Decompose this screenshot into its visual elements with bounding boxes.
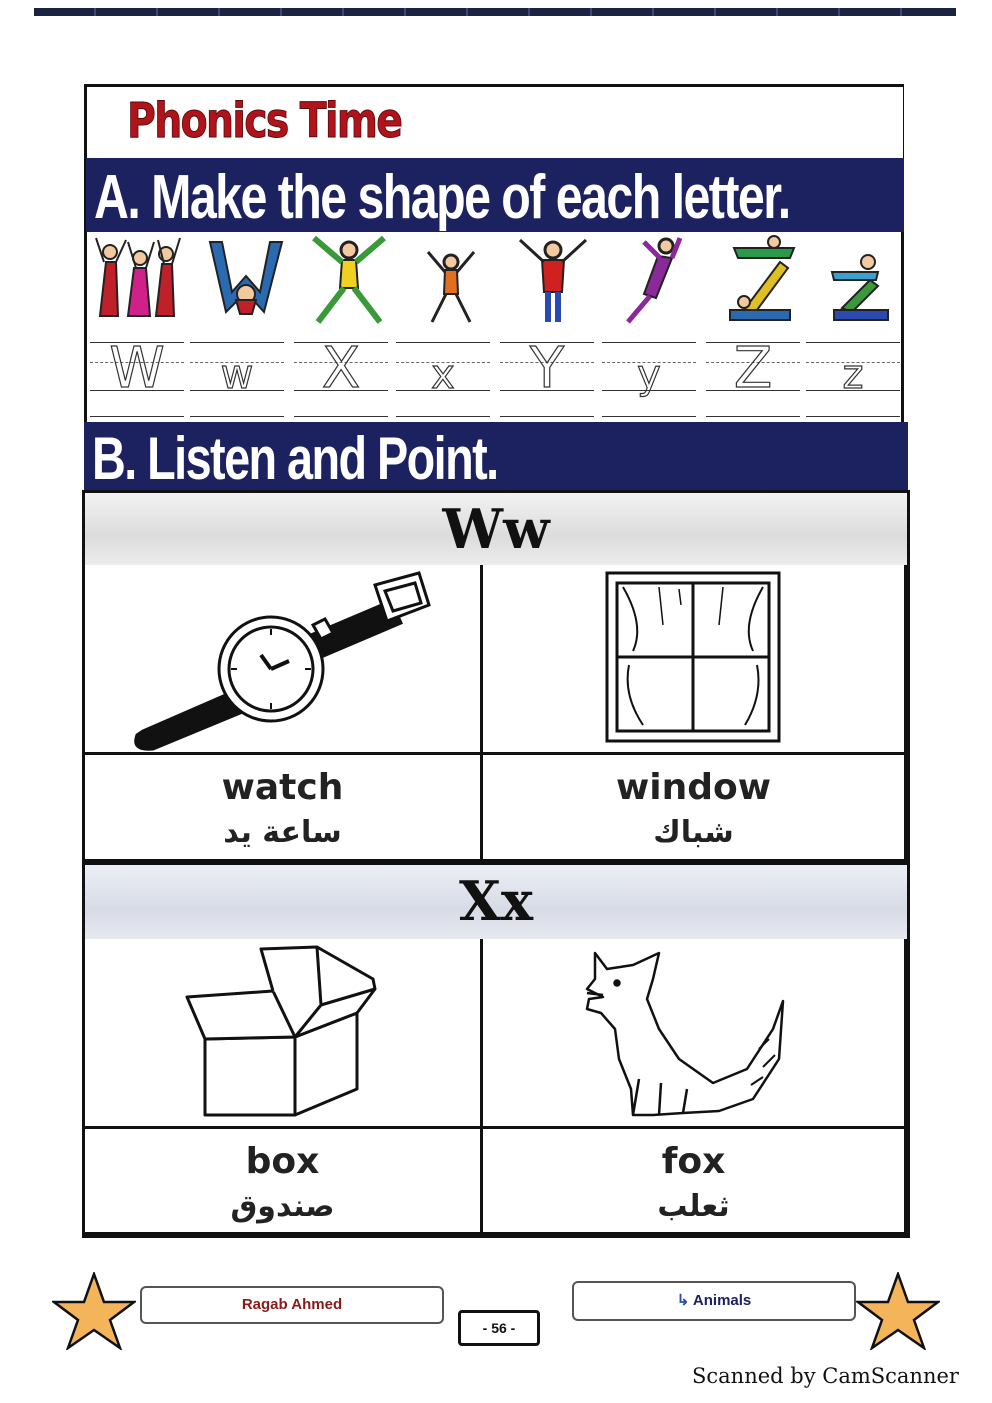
box-illustration <box>85 939 480 1126</box>
trace-cell-z <box>806 332 900 418</box>
top-border <box>34 8 956 16</box>
kid-Y-figure <box>508 232 598 328</box>
kid-x-figure <box>406 232 496 328</box>
star-icon-right <box>856 1272 940 1350</box>
section-a-heading: A. Make the shape of each letter. <box>94 163 790 232</box>
trace-cell-w <box>190 332 284 418</box>
kids-W-figure <box>92 232 182 328</box>
trace-letter: y <box>637 352 661 398</box>
watch-illustration <box>85 565 480 752</box>
unit-label: Animals <box>692 1292 752 1309</box>
letter-label: Ww <box>442 497 550 561</box>
trace-letter: Y <box>529 336 565 401</box>
author-box: Ragab Ahmed <box>140 1286 444 1324</box>
window-word-cell <box>483 755 907 862</box>
kids-z-figure <box>812 232 902 328</box>
arabic-watch: ساعة يد <box>223 815 342 850</box>
trace-cell-x <box>396 332 490 418</box>
word-window: window <box>616 767 771 808</box>
unit-icon: ↳ <box>676 1292 693 1309</box>
arabic-box: صندوق <box>230 1189 335 1224</box>
watch-picture-cell[interactable] <box>85 565 483 755</box>
letter-header-ww <box>85 493 907 568</box>
fox-illustration <box>483 939 904 1126</box>
kid-y-figure <box>610 232 700 328</box>
word-fox: fox <box>661 1141 726 1182</box>
trace-letter: W <box>109 336 165 401</box>
trace-cell-X <box>294 332 388 418</box>
watch-word-cell <box>85 755 483 862</box>
trace-cell-Y <box>500 332 594 418</box>
window-picture-cell[interactable] <box>483 565 907 755</box>
title-row <box>87 87 903 159</box>
kid-X-figure <box>304 232 394 328</box>
star-icon-left <box>52 1272 136 1350</box>
arabic-fox: ثعلب <box>657 1189 730 1224</box>
kid-w-figure <box>200 232 290 328</box>
trace-letter: x <box>431 352 455 398</box>
kids-Z-figure <box>714 232 804 328</box>
box-word-cell <box>85 1129 483 1235</box>
section-b-band <box>84 422 908 490</box>
trace-letter: Z <box>733 336 773 401</box>
fox-picture-cell[interactable] <box>483 939 907 1129</box>
arabic-window: شباك <box>653 815 734 850</box>
trace-letter: z <box>842 352 864 398</box>
page-number: - 56 - <box>458 1310 540 1346</box>
tracing-area <box>90 332 900 418</box>
trace-cell-Z <box>706 332 800 418</box>
scanner-watermark: Scanned by CamScanner <box>692 1364 959 1388</box>
word-watch: watch <box>221 767 344 808</box>
letter-header-xx <box>85 862 907 942</box>
trace-cell-y <box>602 332 696 418</box>
section-a-band <box>86 158 904 232</box>
unit-box <box>572 1281 856 1321</box>
section-b-heading: B. Listen and Point. <box>92 425 498 492</box>
box-picture-cell[interactable] <box>85 939 483 1129</box>
trace-letter: w <box>220 352 254 398</box>
word-box: box <box>245 1141 320 1182</box>
fox-word-cell <box>483 1129 907 1235</box>
page-title: Phonics Time <box>127 93 402 149</box>
trace-letter: X <box>321 336 361 401</box>
letter-label: Xx <box>458 869 534 933</box>
letter-shape-figures <box>88 232 902 330</box>
window-illustration <box>483 565 904 752</box>
trace-cell-W <box>90 332 184 418</box>
